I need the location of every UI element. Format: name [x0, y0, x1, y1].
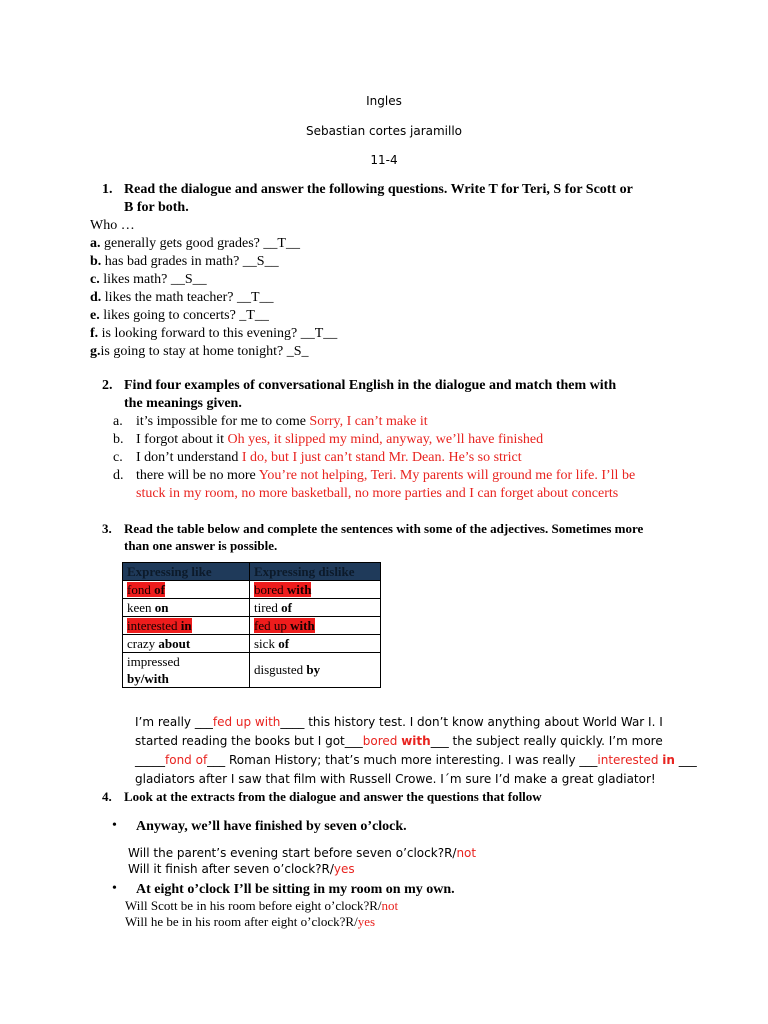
answer-text: yes [333, 862, 355, 876]
item-answer: Oh yes, it slipped my mind, anyway, we’ll have finished [227, 432, 544, 447]
list-item [90, 307, 337, 325]
q1-number: 1. [102, 182, 113, 197]
text-run: ___ the subject really quickly. I’m more [430, 734, 663, 748]
q4-answers-1 [128, 845, 476, 877]
preposition: of [278, 635, 290, 651]
item-letter: c. [113, 450, 123, 465]
preposition: with [286, 581, 312, 597]
item-answer: You’re not helping, Teri. My parents will ground me for life. I’ll be [258, 468, 636, 483]
list-item [113, 431, 635, 449]
preposition: by/with [127, 671, 169, 686]
table-row [123, 617, 381, 635]
item-answer: I do, but I just can’t stand Mr. Dean. He’s so strict [241, 450, 522, 465]
text-run: ___ [674, 753, 697, 767]
item-letter: d. [90, 290, 102, 305]
table-cell [123, 581, 250, 599]
q4-answers-2 [125, 898, 398, 930]
adjective: interested [127, 617, 181, 633]
q3-instruction [124, 520, 724, 554]
q2-instruction-line2: the meanings given. [124, 396, 242, 411]
paragraph-line [135, 713, 697, 732]
answer-line [125, 914, 398, 930]
preposition: in [180, 617, 192, 633]
list-item [90, 235, 337, 253]
question-text: Will Scott be in his room before eight o’clock?R/ [125, 898, 382, 913]
item-text: is looking forward to this evening? __T__ [98, 326, 338, 341]
preposition: by [306, 662, 321, 677]
text-run: started reading the books but I got___ [135, 734, 363, 748]
item-text: there will be no more [136, 468, 259, 483]
table-cell [123, 599, 250, 617]
list-item [113, 413, 635, 431]
paragraph-line [135, 751, 697, 770]
answer-text: yes [357, 914, 376, 929]
text-run: I’m really ___ [135, 715, 213, 729]
answer-text: interested [597, 753, 663, 767]
q1-instruction-line2: B for both. [124, 200, 189, 215]
item-text: likes the math teacher? __T__ [101, 290, 274, 305]
adjective: bored [254, 581, 287, 597]
adjective: crazy [127, 635, 159, 651]
highlighted-word [254, 618, 315, 633]
q2-list [113, 413, 635, 503]
paragraph-line: gladiators after I saw that film with Russell Crowe. I´m sure I’d make a great gladiator! [135, 772, 656, 786]
column-header-like [123, 563, 250, 581]
table-cell [250, 635, 381, 653]
answer-text: fond of [165, 753, 208, 767]
item-text: I forgot about it [136, 432, 228, 447]
highlighted-word [127, 582, 165, 597]
table-row [123, 581, 381, 599]
preposition: on [154, 599, 169, 615]
answer-text: not [456, 846, 477, 860]
header-label: Expressing like [127, 563, 212, 579]
header-label: Expressing dislike [254, 563, 355, 579]
table-row [123, 599, 381, 617]
adjective: tired [254, 599, 282, 615]
table-cell [250, 581, 381, 599]
paragraph-line [135, 732, 697, 751]
item-text: likes going to concerts? _T__ [99, 308, 269, 323]
q3-paragraph [135, 713, 697, 789]
table-header-row [123, 563, 381, 581]
item-letter: e. [90, 308, 100, 323]
answer-text: fed up with [212, 715, 281, 729]
group-label: 11-4 [370, 153, 398, 167]
item-letter: b. [113, 432, 124, 447]
text-run: _____ [135, 753, 165, 767]
list-item [90, 289, 337, 307]
item-text: generally gets good grades? __T__ [100, 236, 300, 251]
answer-line [128, 861, 476, 877]
answer-text: in [662, 753, 675, 767]
table-cell [123, 653, 250, 688]
list-item [90, 271, 337, 289]
text-run: ____ this history test. I don’t know anything about World War I. I [280, 715, 663, 729]
question-text: Will it finish after seven o’clock?R/ [128, 862, 334, 876]
item-letter: a. [90, 236, 101, 251]
q4-instruction: Look at the extracts from the dialogue and answer the questions that follow [124, 789, 542, 804]
answer-line [125, 898, 398, 914]
list-item [90, 343, 337, 361]
subject-title: Ingles [366, 94, 402, 108]
q2-instruction [124, 377, 684, 413]
text-run: ___ Roman History; that’s much more interesting. I was really ___ [207, 753, 598, 767]
bullet-icon: • [112, 881, 117, 896]
item-letter: d. [113, 468, 124, 483]
q1-instruction [124, 181, 684, 217]
item-letter: b. [90, 254, 102, 269]
item-text: has bad grades in math? __S__ [101, 254, 279, 269]
q1-list [90, 235, 337, 361]
q3-instruction-line1: Read the table below and complete the sentences with some of the adjectives. Sometimes more [124, 521, 644, 536]
item-text: is going to stay at home tonight? _S_ [100, 344, 309, 359]
highlighted-word [127, 618, 192, 633]
bullet-icon: • [112, 818, 117, 833]
list-item [90, 325, 337, 343]
table-cell [123, 617, 250, 635]
adjectives-table [122, 562, 381, 688]
q3-instruction-line2: than one answer is possible. [124, 538, 278, 553]
preposition: of [281, 599, 292, 615]
item-answer-continued: stuck in my room, no more basketball, no more parties and I can forget about concerts [136, 486, 619, 501]
item-letter: g. [90, 344, 101, 359]
answer-text: bored [362, 734, 402, 748]
table-cell [250, 617, 381, 635]
item-text: I don’t understand [136, 450, 242, 465]
q4-extract-1: Anyway, we’ll have finished by seven o’clock. [136, 819, 407, 834]
question-text: Will the parent’s evening start before seven o’clock?R/ [128, 846, 457, 860]
table-cell [250, 653, 381, 688]
item-letter: a. [113, 414, 123, 429]
preposition: about [158, 635, 191, 651]
preposition: of [154, 581, 165, 597]
q1-instruction-line1: Read the dialogue and answer the following questions. Write T for Teri, S for Scott or [124, 182, 633, 197]
answer-text: with [401, 734, 431, 748]
highlighted-word [254, 582, 311, 597]
question-text: Will he be in his room after eight o’clock?R/ [125, 914, 358, 929]
item-letter: c. [90, 272, 100, 287]
q4-number: 4. [102, 789, 112, 804]
q1-who: Who … [90, 218, 135, 233]
adjective: keen [127, 599, 155, 615]
answer-text: not [381, 898, 399, 913]
item-text: likes math? __S__ [99, 272, 207, 287]
q3-number: 3. [102, 521, 112, 536]
adjective: disgusted [254, 662, 307, 677]
preposition: with [290, 617, 315, 633]
column-header-dislike [250, 563, 381, 581]
table-row [123, 635, 381, 653]
adjective: sick [254, 635, 279, 651]
table-cell [250, 599, 381, 617]
answer-line [128, 845, 476, 861]
list-item [113, 467, 635, 485]
table-cell [123, 635, 250, 653]
item-letter: f. [90, 326, 99, 341]
table-row [123, 653, 381, 688]
adjective: fond [127, 581, 155, 597]
student-name: Sebastian cortes jaramillo [305, 124, 463, 138]
list-item [113, 449, 635, 467]
adjective: fed up [254, 617, 291, 633]
item-answer: Sorry, I can’t make it [309, 414, 428, 429]
q4-extract-2: At eight o’clock I’ll be sitting in my room on my own. [136, 882, 455, 897]
q2-instruction-line1: Find four examples of conversational English in the dialogue and match them with [124, 378, 617, 393]
list-item [90, 253, 337, 271]
item-text: it’s impossible for me to come [136, 414, 310, 429]
q2-number: 2. [102, 378, 113, 393]
adjective: impressed [127, 654, 180, 669]
